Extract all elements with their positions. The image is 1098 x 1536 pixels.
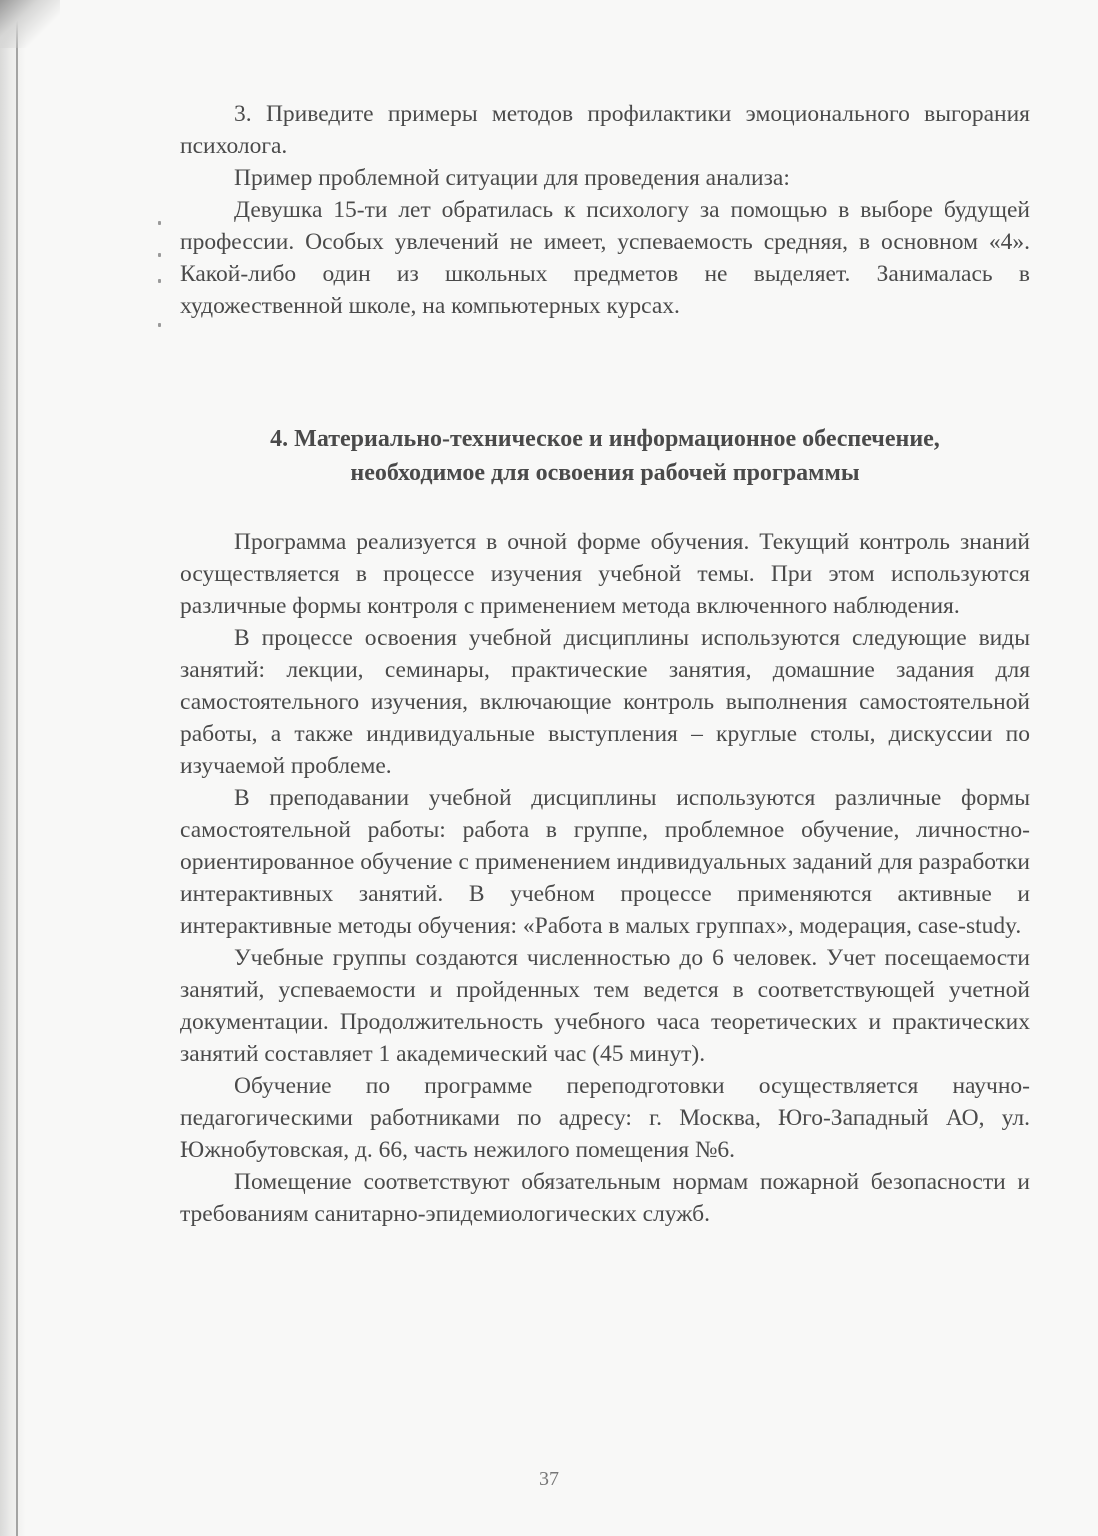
document-body xyxy=(180,98,1030,1230)
section-4-heading xyxy=(180,422,1030,490)
binding-shadow xyxy=(0,0,26,1536)
scan-margin-marks xyxy=(156,215,168,335)
section-4-paragraph: В процессе освоения учебной дисциплины используются следующие виды занятий: лекции, семинары, практические занятия, домашние задания для самостоятельного изучения, включающие контроль выполнения самостоятельной работы, а также индивидуальные выступления – круглые столы, дискуссии по изучаемой проблеме. xyxy=(180,625,1030,779)
section-4-paragraph: Программа реализуется в очной форме обучения. Текущий контроль знаний осуществляется в процессе изучения учебной темы. При этом используются различные формы контроля с применением метода включенного наблюдения. xyxy=(180,529,1030,619)
section-4-paragraph: В преподавании учебной дисциплины используются различные формы самостоятельной работы: работа в группе, проблемное обучение, личностно-ориентированное обучение с применением индивидуальных заданий для разработки интерактивных занятий. В учебном процессе применяются активные и интерактивные методы обучения: «Работа в малых группах», модерация, case-study. xyxy=(180,785,1030,939)
section-4-paragraph: Учебные группы создаются численностью до 6 человек. Учет посещаемости занятий, успеваемости и пройденных тем ведется в соответствующей учетной документации. Продолжительность учебного часа теоретических и практических занятий составляет 1 академический час (45 минут). xyxy=(180,945,1030,1067)
page-number: 37 xyxy=(539,1468,559,1490)
binding-edge-line xyxy=(16,0,18,1536)
case-intro: Пример проблемной ситуации для проведения анализа: xyxy=(234,165,790,191)
section-4-title-line-1: 4. Материально-техническое и информационное обеспечение, xyxy=(270,426,940,452)
section-4-paragraph: Помещение соответствуют обязательным нормам пожарной безопасности и требованиям санитарно-эпидемиологических служб. xyxy=(180,1169,1030,1227)
case-text: Девушка 15-ти лет обратилась к психологу за помощью в выборе будущей профессии. Особых увлечений не имеет, успеваемость средняя, в основном «4». Какой-либо один из школьных предметов не выделяет. Занималась в художественной школе, на компьютерных курсах. xyxy=(180,197,1030,319)
section-4-title-line-2: необходимое для освоения рабочей программы xyxy=(350,460,860,486)
question-3: 3. Приведите примеры методов профилактики эмоционального выгорания психолога. xyxy=(180,101,1030,159)
corner-fold xyxy=(0,0,60,48)
section-4-paragraph: Обучение по программе переподготовки осуществляется научно-педагогическими работниками по адресу: г. Москва, Юго-Западный АО, ул. Южнобутовская, д. 66, часть нежилого помещения №6. xyxy=(180,1073,1030,1163)
